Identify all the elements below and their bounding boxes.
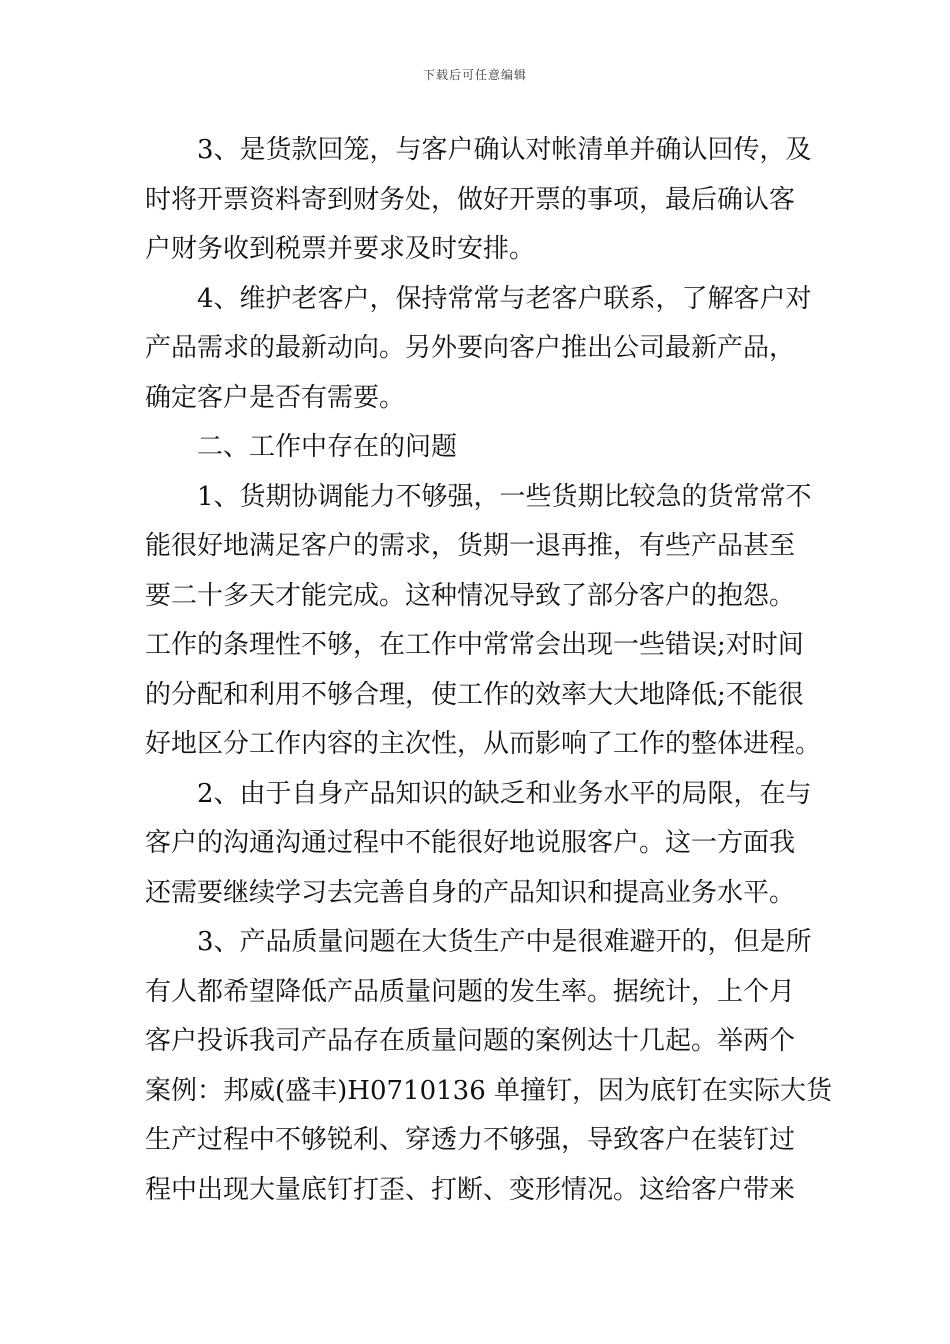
text-line: 1、货期协调能力不够强，一些货期比较急的货常常不 <box>197 481 812 512</box>
section-heading-problems <box>145 423 807 473</box>
paragraph-maintain-customers <box>145 275 812 424</box>
text-line: 还需要继续学习去完善自身的产品知识和提高业务水平。 <box>145 877 796 908</box>
text-line: 程中出现大量底钉打歪、打断、变形情况。这给客户带来 <box>145 1174 796 1205</box>
text-line: 生产过程中不够锐利、穿透力不够强，导致客户在装钉过 <box>145 1125 796 1155</box>
text-line: 户财务收到税票并要求及时安排。 <box>145 234 536 264</box>
text-line: 工作的条理性不够，在工作中常常会出现一些错误;对时间 <box>145 630 804 660</box>
text-line: 案例：邦威(盛丰)H0710136 单撞钉，因为底钉在实际大货 <box>145 1075 833 1106</box>
text-line: 4、维护老客户，保持常常与老客户联系，了解客户对 <box>197 283 812 314</box>
text-line: 确定客户是否有需要。 <box>145 382 406 413</box>
paragraph-payment-collection <box>145 126 812 275</box>
text-line: 时将开票资料寄到财务处，做好开票的事项，最后确认客 <box>145 184 796 215</box>
text-line: 3、产品质量问题在大货生产中是很难避开的，但是所 <box>197 927 812 957</box>
text-line: 2、由于自身产品知识的缺乏和业务水平的局限，在与 <box>197 778 812 809</box>
text-line: 能很好地满足客户的需求，货期一退再推，有些产品甚至 <box>145 531 796 561</box>
page-header-note: 下载后可任意编辑 <box>422 68 527 82</box>
text-line: 要二十多天才能完成。这种情况导致了部分客户的抱怨。 <box>145 580 796 611</box>
text-line: 产品需求的最新动向。另外要向客户推出公司最新产品， <box>145 333 796 363</box>
text-line: 客户的沟通沟通过程中不能很好地说服客户。这一方面我 <box>145 828 796 858</box>
paragraph-product-knowledge <box>145 770 812 919</box>
text-line: 好地区分工作内容的主次性，从而影响了工作的整体进程。 <box>145 729 822 759</box>
paragraph-delivery-coordination <box>145 473 822 770</box>
document-body <box>145 126 833 1215</box>
text-line: 的分配和利用不够合理，使工作的效率大大地降低;不能很 <box>145 679 804 710</box>
text-line: 有人都希望降低产品质量问题的发生率。据统计，上个月 <box>145 976 796 1007</box>
text-line: 二、工作中存在的问题 <box>197 432 458 462</box>
paragraph-quality-issues <box>145 918 833 1215</box>
text-line: 客户投诉我司产品存在质量问题的案例达十几起。举两个 <box>145 1026 796 1056</box>
text-line: 3、是货款回笼，与客户确认对帐清单并确认回传，及 <box>197 135 812 165</box>
